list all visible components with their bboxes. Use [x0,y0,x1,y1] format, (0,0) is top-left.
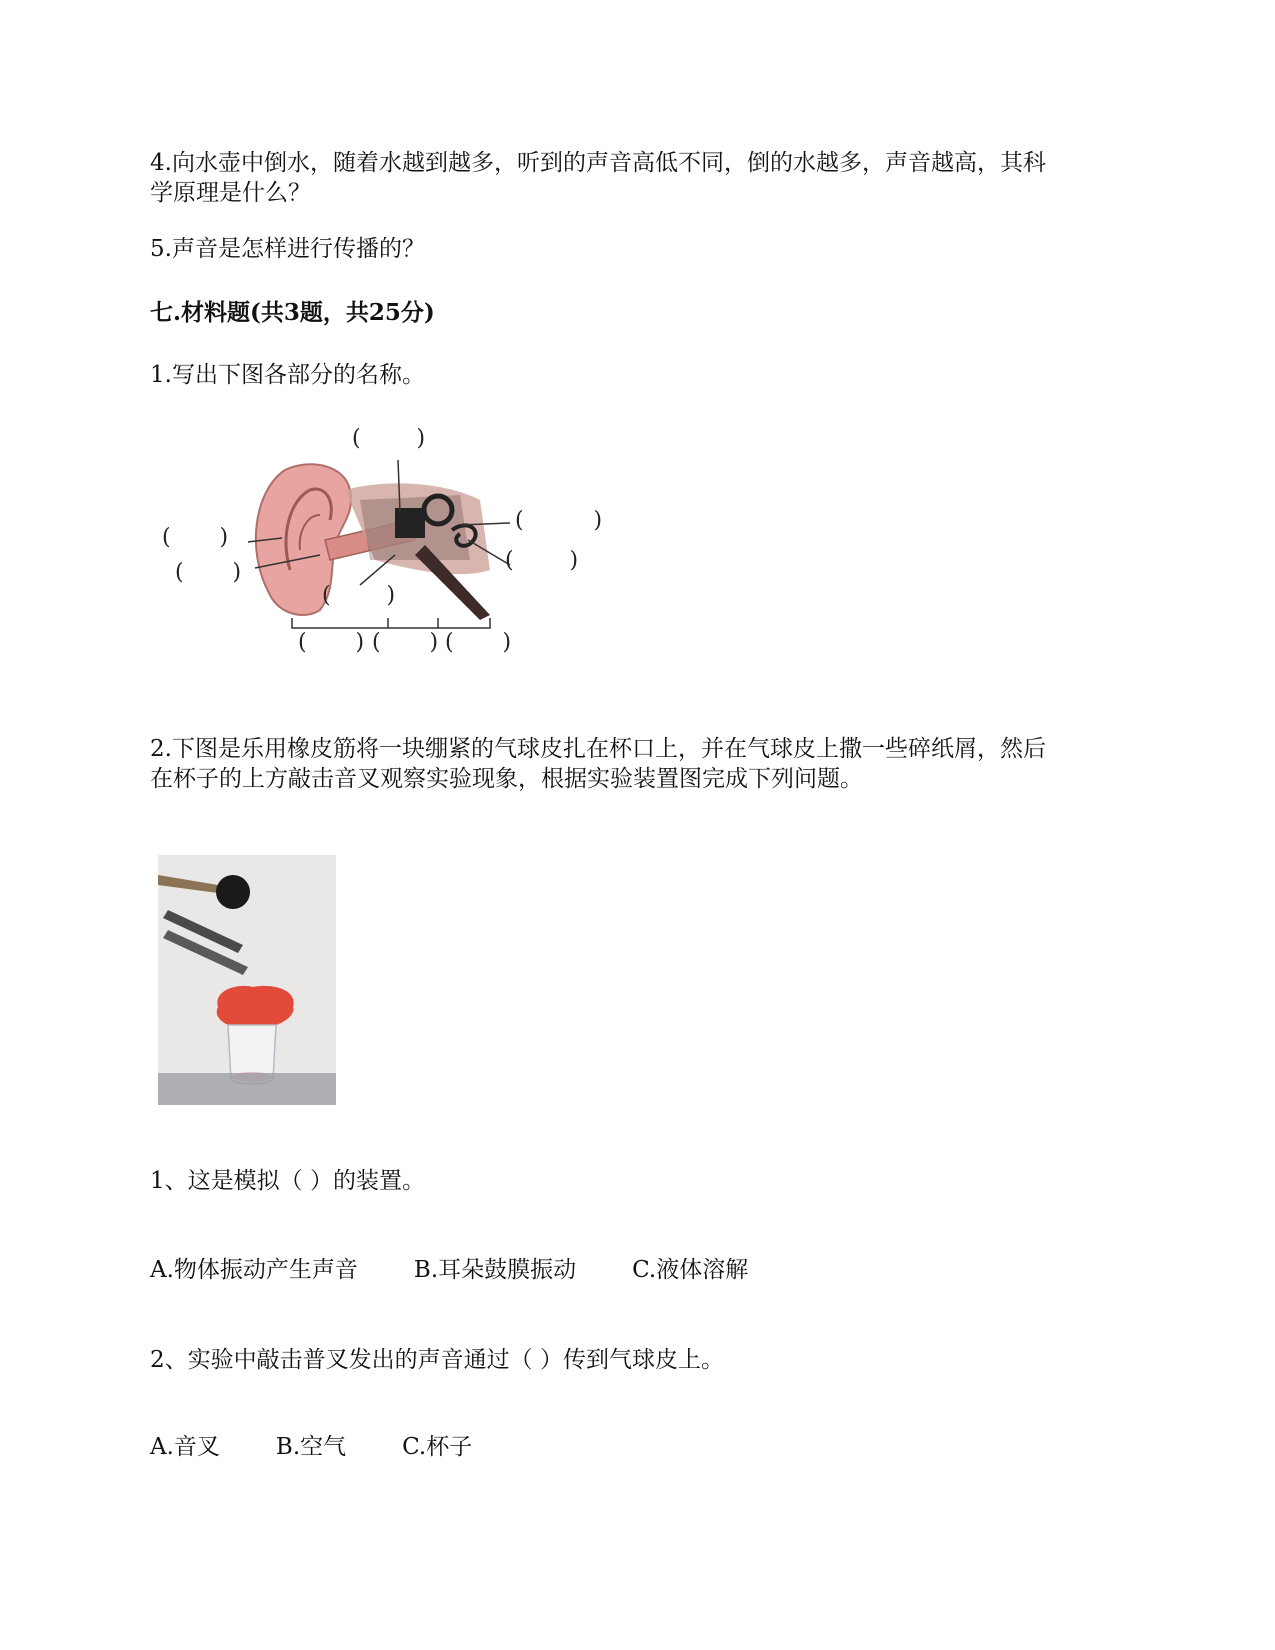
q1-text: 1.写出下图各部分的名称。 [150,362,425,388]
sub1-option-a: A.物体振动产生声音 [150,1257,358,1283]
experiment-photo [158,855,336,1105]
sub2-option-c: C.杯子 [402,1434,473,1460]
sub1-question: 1、这是模拟（ ）的装置。 [150,1168,425,1194]
ear-blank-top: ( ) [352,426,426,451]
q2-line1: 2.下图是乐用橡皮筋将一块绷紧的气球皮扎在杯口上，并在气球皮上撒一些碎纸屑，然后 [150,736,1046,762]
q5-text: 5.声音是怎样进行传播的？ [150,236,425,262]
sub1-option-b: B.耳朵鼓膜振动 [413,1257,577,1283]
ear-blank-bottom-1: ( ) [298,630,365,655]
q2-line2: 在杯子的上方敲击音叉观察实验现象，根据实验装置图完成下列问题。 [150,766,863,792]
ear-blank-right-lower: ( ) [505,548,579,573]
q4-line2: 学原理是什么？ [150,180,311,206]
ear-blank-bottom-2: ( ) [372,630,439,655]
sub2-option-a: A.音叉 [150,1434,220,1460]
sub2-options [150,1432,472,1462]
ear-blank-right-upper: ( ) [515,508,603,533]
ear-blank-center: ( ) [322,583,396,608]
sub1-option-c: C.液体溶解 [632,1257,749,1283]
tuning-fork-balloon-illustration [158,855,336,1105]
section7-heading: 七.材料题(共3题，共25分) [150,299,435,326]
ear-diagram [160,420,640,670]
ear-blank-bottom-3: ( ) [445,630,512,655]
ear-blank-left-upper: ( ) [162,525,229,550]
q4-line1: 4.向水壶中倒水，随着水越到越多，听到的声音高低不同，倒的水越多，声音越高，其科 [150,150,1046,176]
sub2-question: 2、实验中敲击普叉发出的声音通过（ ）传到气球皮上。 [150,1347,724,1373]
sub1-options [150,1255,748,1285]
sub2-option-b: B.空气 [275,1434,347,1460]
ear-blank-left-lower: ( ) [175,560,242,585]
